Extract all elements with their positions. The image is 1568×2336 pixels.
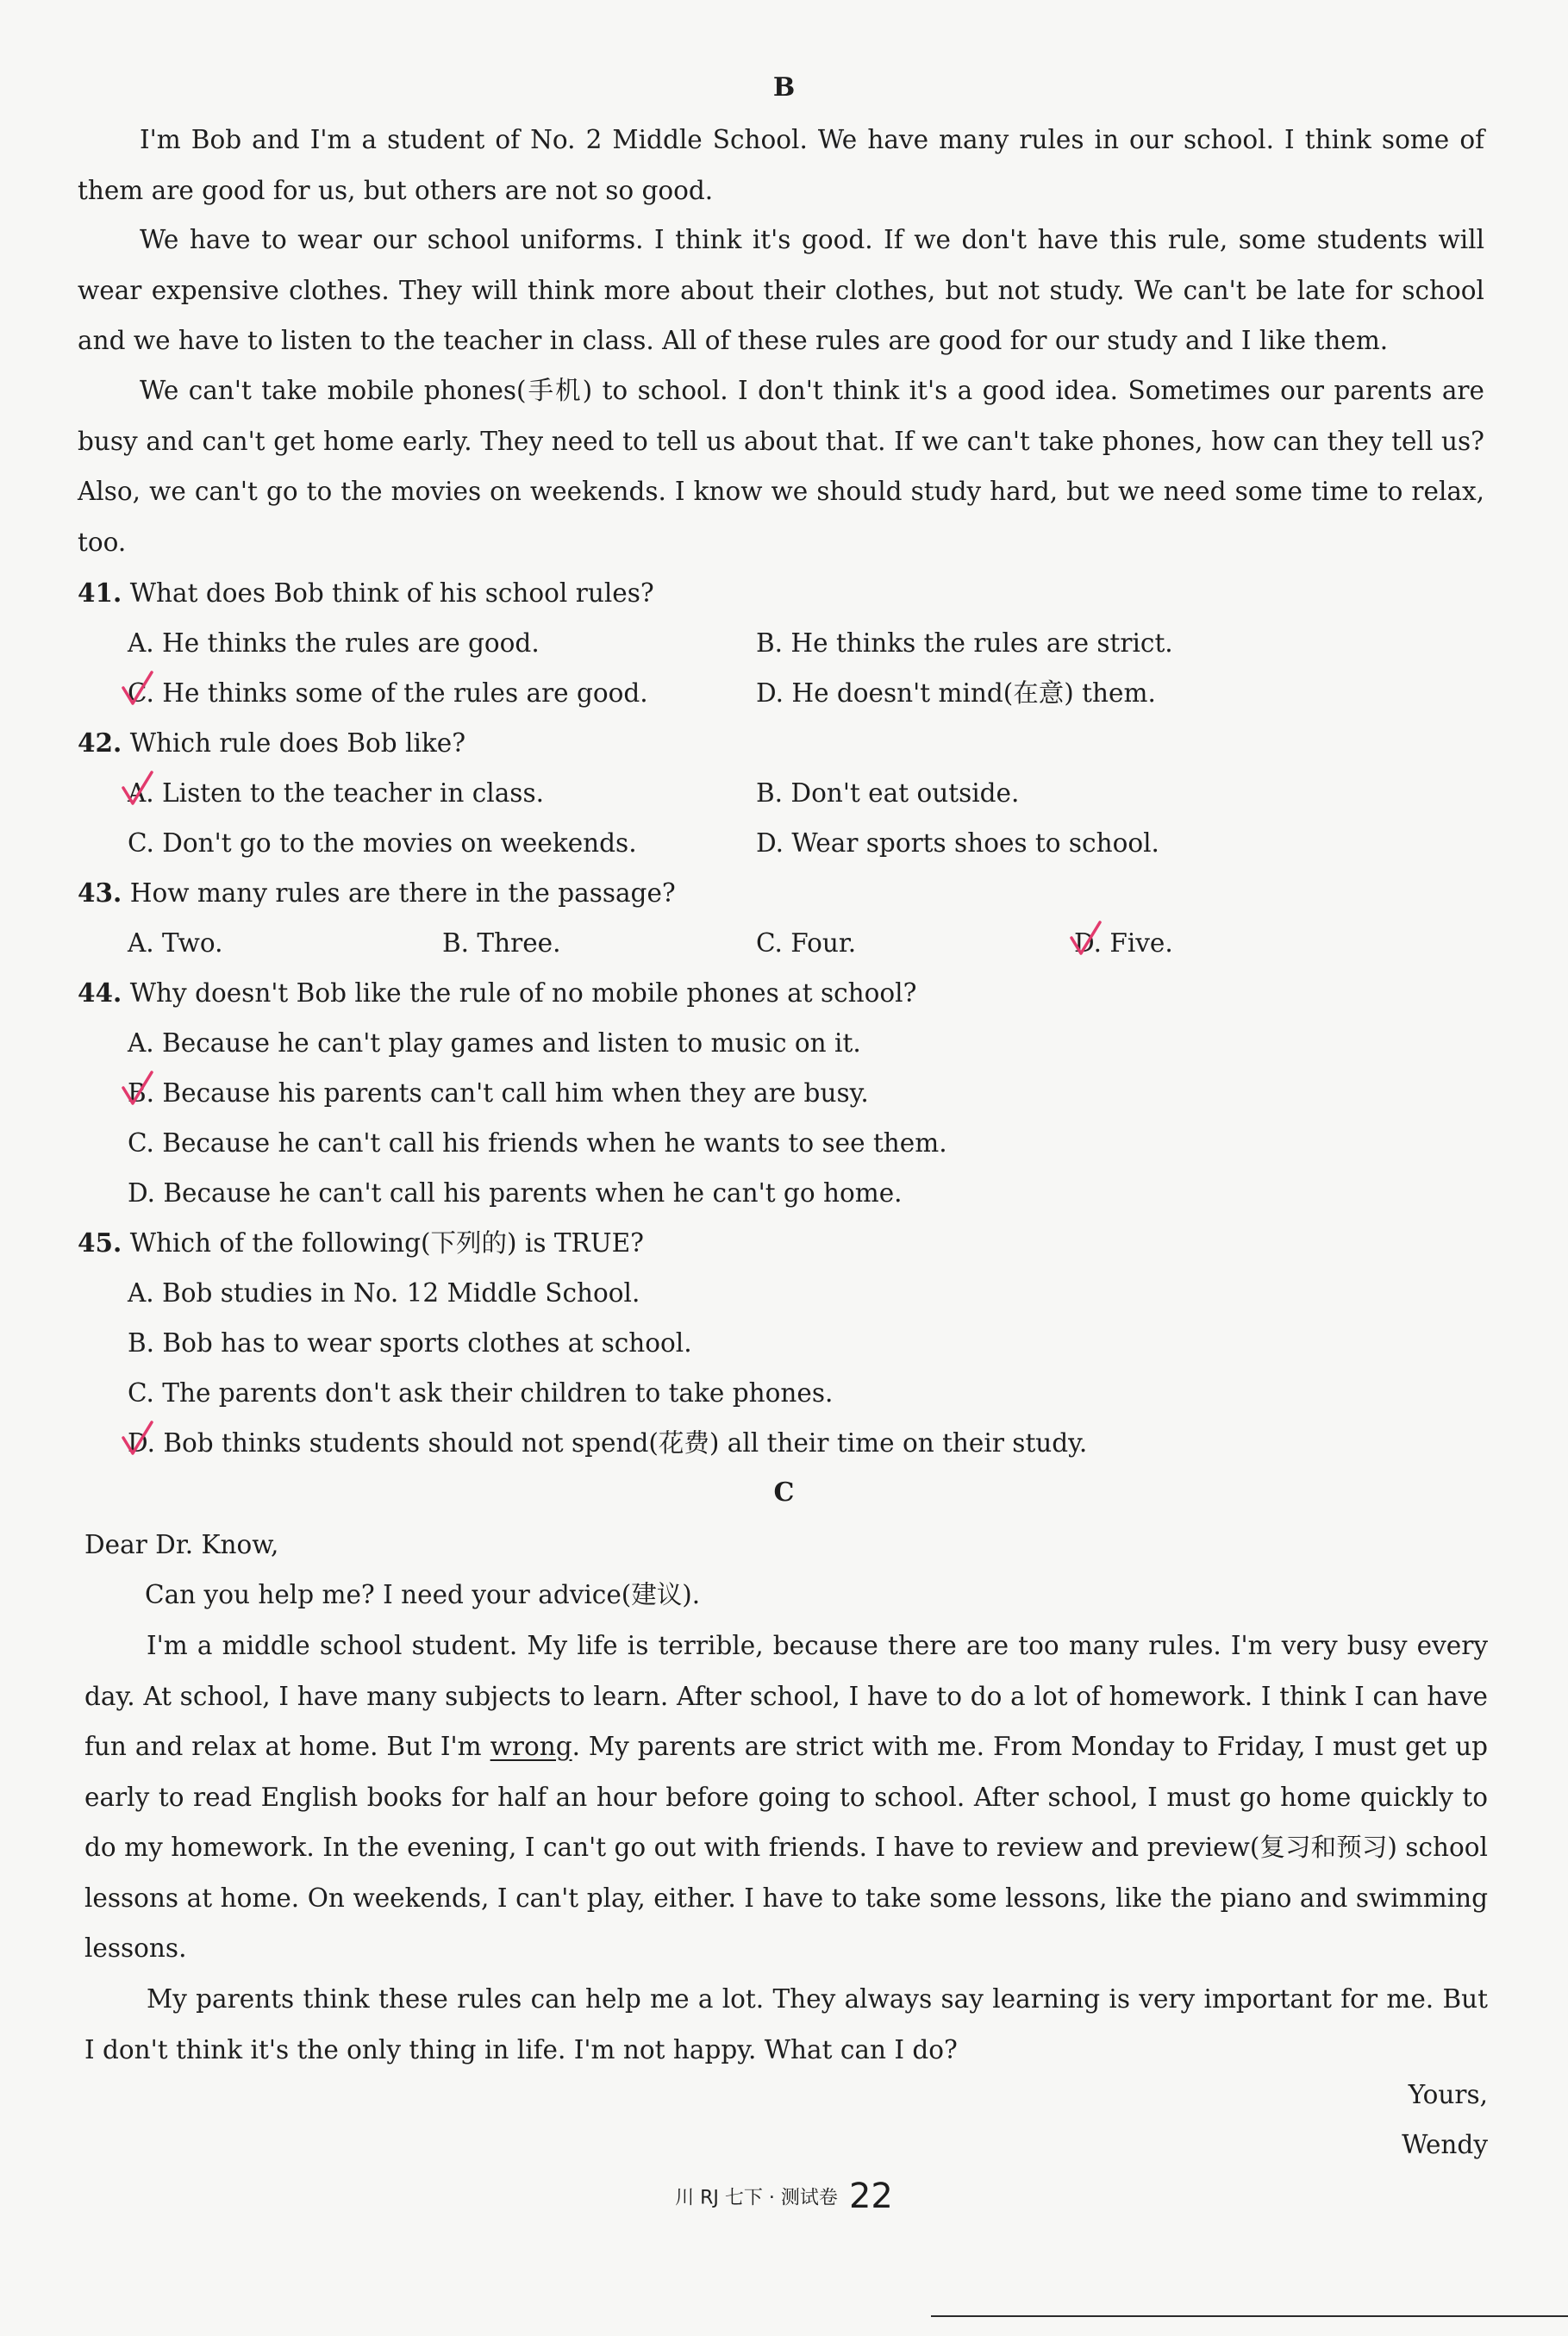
q43-option-b[interactable]: B. Three. (442, 928, 561, 958)
question-text: Why doesn't Bob like the rule of no mobile phones at school? (129, 978, 917, 1008)
q43-option-d[interactable]: D. Five. (1074, 928, 1173, 958)
q43-option-a[interactable]: A. Two. (128, 928, 223, 958)
q42-option-b[interactable]: B. Don't eat outside. (756, 778, 1020, 808)
checkmark-icon (121, 1419, 155, 1458)
q41-option-b[interactable]: B. He thinks the rules are strict. (756, 628, 1173, 658)
q44-option-c[interactable]: C. Because he can't call his friends when he wants to see them. (128, 1128, 947, 1158)
question-text: Which of the following(下列的) is TRUE? (129, 1228, 644, 1258)
letter-closing: Yours, (1408, 2080, 1488, 2109)
question-text: What does Bob think of his school rules? (129, 578, 654, 608)
question-text: How many rules are there in the passage? (129, 878, 676, 908)
letter-paragraph-2: My parents think these rules can help me a lot. They always say learning is very important for me. But I don't think it's the only thing in life. I'm not happy. What can I do? (84, 1984, 1488, 2064)
checkmark-icon (1069, 919, 1103, 959)
checkmark-icon (121, 669, 155, 709)
question-number: 45. (78, 1227, 122, 1258)
letter-text: . My parents are strict with me. From Monday to Friday, I must get up early to read English books for half an hour before going to school. After school, I must go home quickly to do my homework. In the evening, I can't go out with friends. I have to review and preview(复习和预习) school lessons at home. On weekends, I can't play, either. I have to take some lessons, like the piano and swimming lessons. (84, 1732, 1488, 1963)
q41-option-d[interactable]: D. He doesn't mind(在意) them. (756, 678, 1156, 708)
page-footer (0, 2177, 1568, 2216)
bottom-divider (931, 2315, 1568, 2317)
q43-option-c[interactable]: C. Four. (756, 928, 857, 958)
underlined-word: wrong (490, 1732, 572, 1761)
q44-option-b[interactable]: B. Because his parents can't call him when they are busy. (128, 1078, 869, 1108)
q42-option-d[interactable]: D. Wear sports shoes to school. (756, 828, 1159, 858)
section-b-paragraph-1: I'm Bob and I'm a student of No. 2 Middle School. We have many rules in our school. I think some of them are good for us, but others are not so good. (78, 125, 1484, 205)
checkmark-icon (121, 769, 155, 809)
q45-option-c[interactable]: C. The parents don't ask their children to take phones. (128, 1378, 834, 1408)
question-41 (78, 576, 654, 610)
letter-intro: Can you help me? I need your advice(建议). (145, 1580, 701, 1609)
q41-option-c[interactable]: C. He thinks some of the rules are good. (128, 678, 648, 708)
footer-label: 川 RJ 七下 · 测试卷 (675, 2187, 838, 2209)
section-c-heading: C (773, 1477, 795, 1508)
q41-option-a[interactable]: A. He thinks the rules are good. (128, 628, 540, 658)
q42-option-c[interactable]: C. Don't go to the movies on weekends. (128, 828, 637, 858)
q45-option-a[interactable]: A. Bob studies in No. 12 Middle School. (128, 1278, 640, 1308)
q42-option-a[interactable]: A. Listen to the teacher in class. (128, 778, 544, 808)
q45-option-b[interactable]: B. Bob has to wear sports clothes at school. (128, 1328, 692, 1358)
question-number: 41. (78, 578, 122, 608)
letter-salutation: Dear Dr. Know, (84, 1530, 279, 1559)
question-number: 42. (78, 728, 122, 758)
question-number: 44. (78, 977, 122, 1008)
letter-text: I'm a middle school student. My life is terrible, because there are too many rules. I'm very busy every day. At school, I have many subjects to learn. After school, I have to do a lot of homework. I think I can have fun and relax at home. But I'm (84, 1631, 1488, 1761)
question-45 (78, 1226, 644, 1260)
letter-signature: Wendy (1402, 2130, 1488, 2159)
question-text: Which rule does Bob like? (129, 728, 466, 758)
question-44 (78, 976, 916, 1010)
section-b-paragraph-2: We have to wear our school uniforms. I think it's good. If we don't have this rule, some students will wear expensive clothes. They will think more about their clothes, but not study. We can't be late for school and we have to listen to the teacher in class. All of these rules are good for our study and I like them. (78, 225, 1484, 355)
q44-option-a[interactable]: A. Because he can't play games and listen to music on it. (128, 1028, 861, 1058)
page-number: 22 (848, 2177, 893, 2216)
q44-option-d[interactable]: D. Because he can't call his parents when he can't go home. (128, 1178, 903, 1208)
checkmark-icon (121, 1069, 155, 1109)
section-b-paragraph-3: We can't take mobile phones(手机) to school. I don't think it's a good idea. Sometimes our parents are busy and can't get home early. They need to tell us about that. If we can't take phones, how can they tell us? Also, we can't go to the movies on weekends. I know we should study hard, but we need some time to relax, too. (78, 376, 1484, 557)
section-b-heading: B (772, 72, 796, 103)
letter-paragraph-1 (84, 1621, 1488, 1974)
question-42 (78, 726, 465, 760)
q45-option-d[interactable]: D. Bob thinks students should not spend(花费) all their time on their study. (128, 1428, 1088, 1458)
question-43 (78, 876, 676, 910)
question-number: 43. (78, 878, 122, 908)
